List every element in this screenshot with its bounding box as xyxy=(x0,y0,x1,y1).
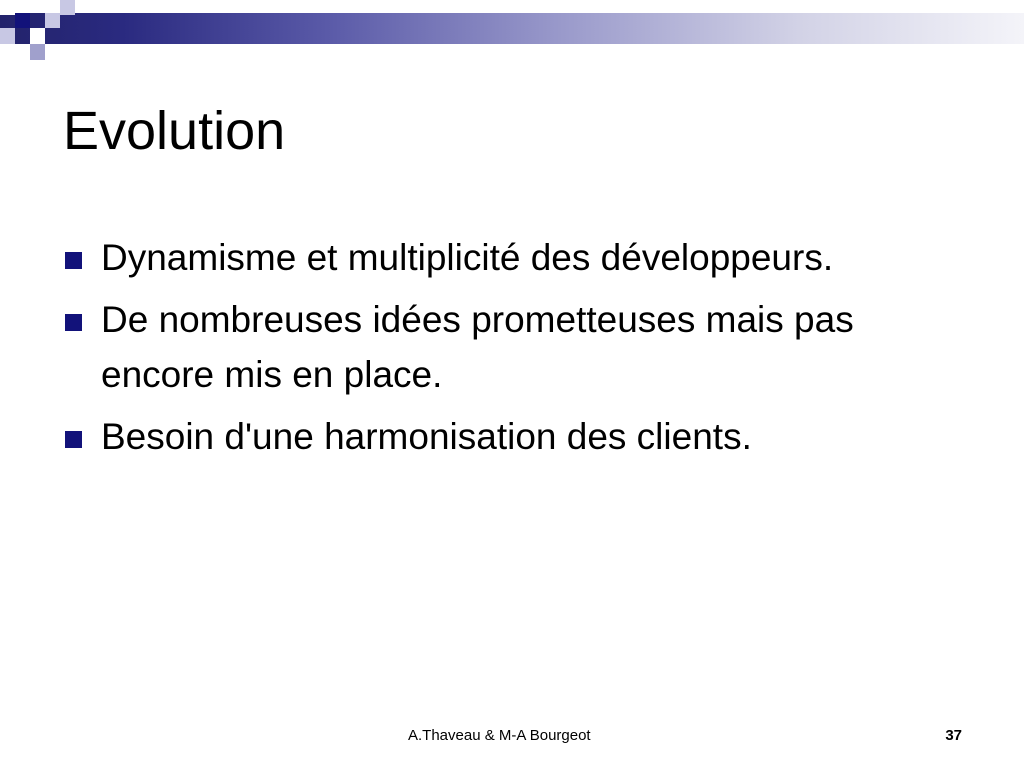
corner-square xyxy=(0,28,15,44)
bullet-item xyxy=(64,230,964,285)
corner-square xyxy=(0,0,15,15)
bullet-text: De nombreuses idées prometteuses mais pas encore mis en place. xyxy=(101,299,854,395)
bullet-list xyxy=(64,230,964,471)
square-bullet-icon xyxy=(65,431,82,448)
bullet-item xyxy=(64,409,964,464)
corner-square xyxy=(60,0,75,15)
slide-title: Evolution xyxy=(63,101,286,161)
corner-square xyxy=(15,13,30,28)
bullet-text: Dynamisme et multiplicité des développeurs. xyxy=(101,237,834,278)
corner-square xyxy=(45,13,60,28)
corner-square xyxy=(30,28,45,44)
footer-author: A.Thaveau & M-A Bourgeot xyxy=(408,727,591,744)
corner-square xyxy=(30,44,45,60)
square-bullet-icon xyxy=(65,314,82,331)
bullet-item xyxy=(64,292,964,402)
header-gradient-band xyxy=(0,13,1024,44)
square-bullet-icon xyxy=(65,252,82,269)
bullet-text: Besoin d'une harmonisation des clients. xyxy=(101,416,752,457)
page-number: 37 xyxy=(945,727,962,744)
